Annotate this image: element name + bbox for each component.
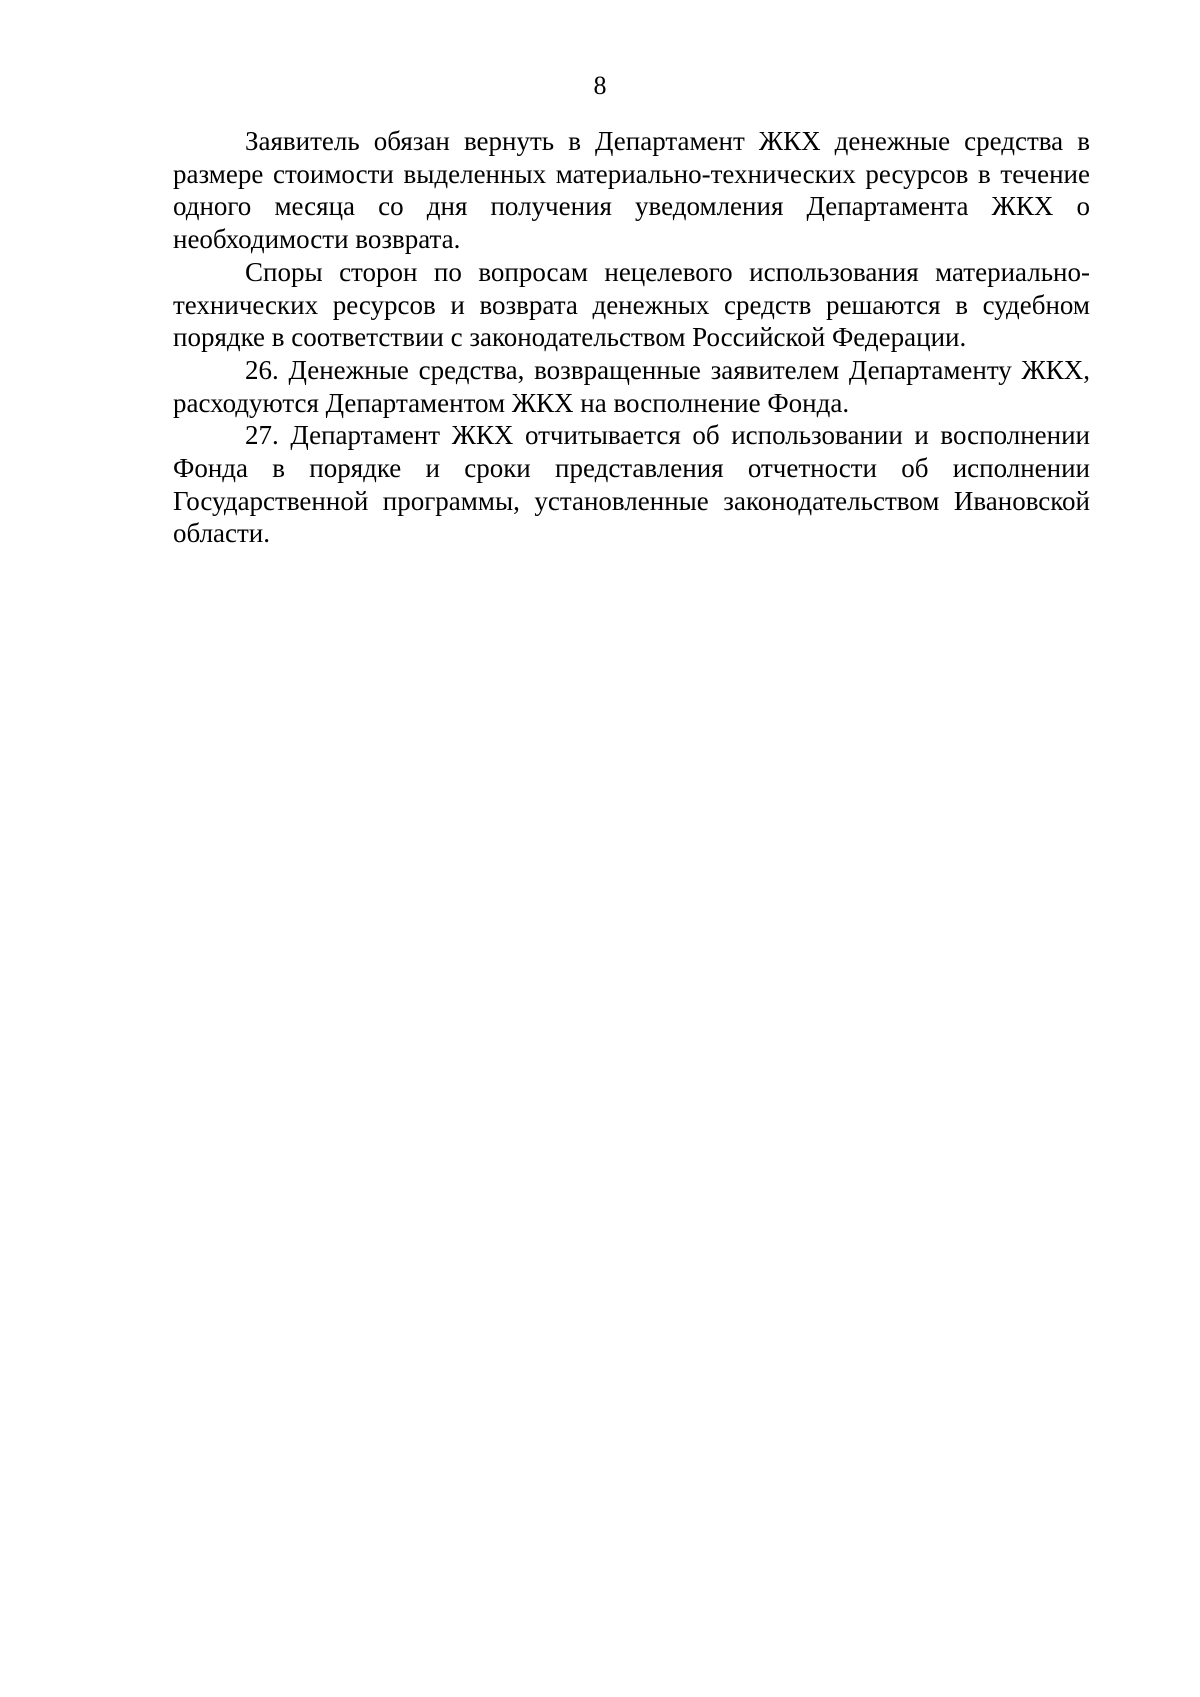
paragraph-refund-obligation: Заявитель обязан вернуть в Департамент ЖКХ денежные средства в размере стоимости выделенных материально-технических ресурсов в течение одного месяца со дня получения уведомления Департамента ЖКХ о необходимости возврата. bbox=[173, 126, 1090, 255]
page-number: 8 bbox=[593, 71, 607, 100]
paragraph-disputes: Споры сторон по вопросам нецелевого использования материально-технических ресурсов и возврата денежных средств решаются в судебном порядке в соответствии с законодательством Российской Федерации. bbox=[173, 256, 1090, 353]
paragraph-item-26: 26. Денежные средства, возвращенные заявителем Департаменту ЖКХ, расходуются Департаментом ЖКХ на восполнение Фонда. bbox=[173, 354, 1090, 418]
document-body bbox=[173, 125, 1090, 550]
paragraph-item-27: 27. Департамент ЖКХ отчитывается об использовании и восполнении Фонда в порядке и сроки представления отчетности об исполнении Государственной программы, установленные законодательством Ивановской области. bbox=[173, 420, 1090, 549]
